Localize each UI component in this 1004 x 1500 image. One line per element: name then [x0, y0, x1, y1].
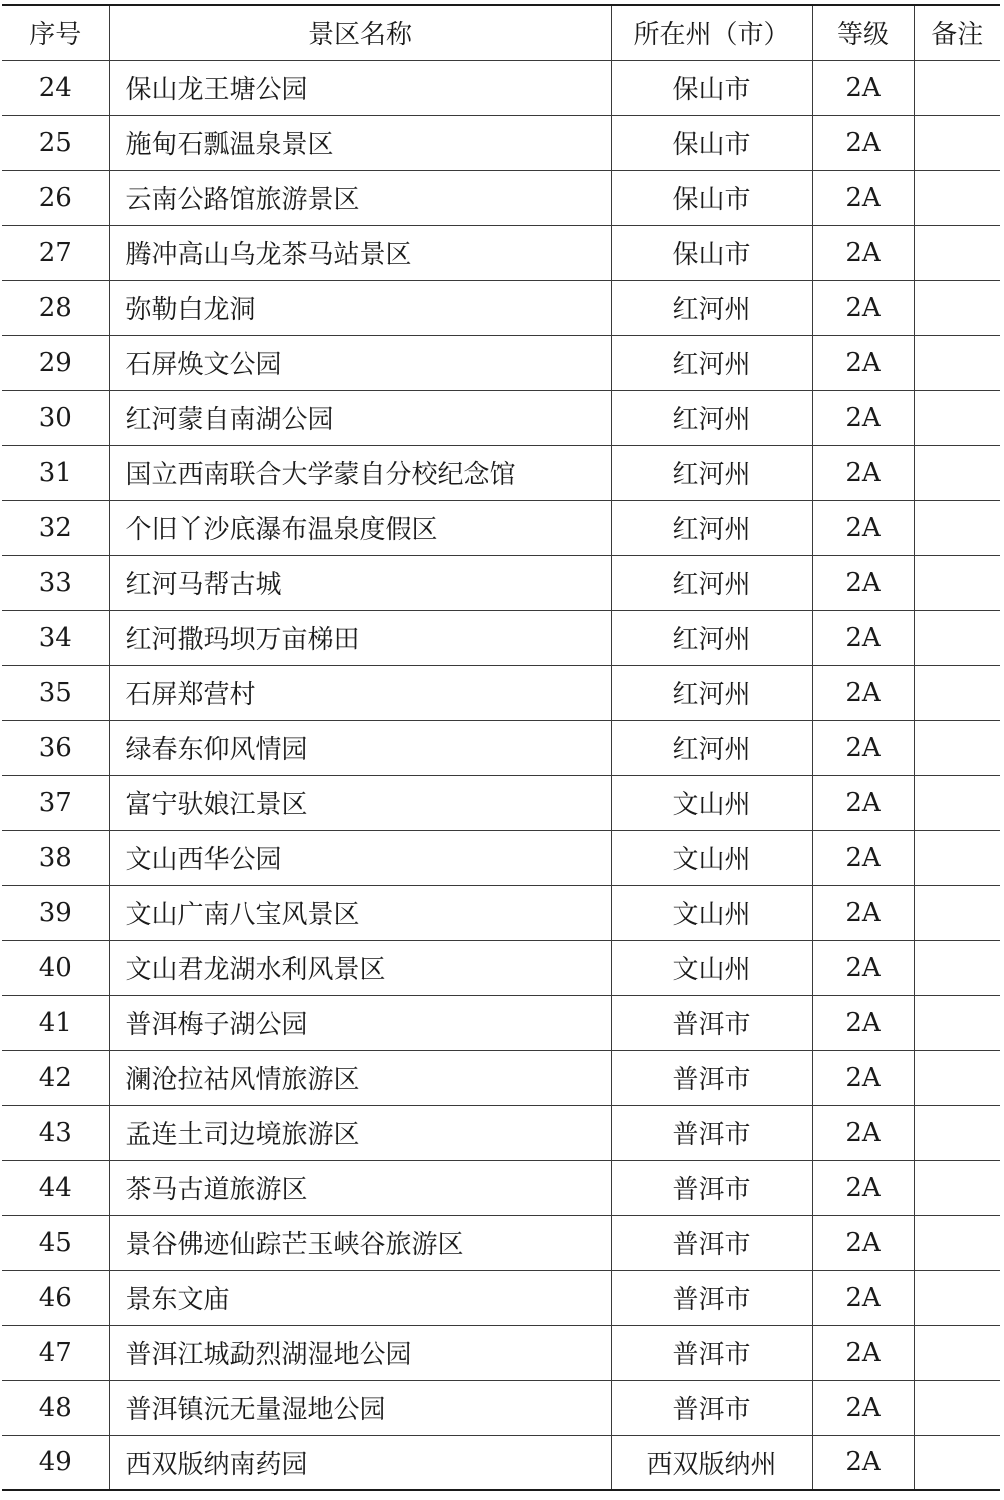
cell-index: 27	[2, 225, 109, 280]
cell-index: 28	[2, 280, 109, 335]
cell-index: 35	[2, 665, 109, 720]
table-row	[2, 225, 1000, 280]
cell-region: 文山州	[611, 940, 812, 995]
cell-grade: 2A	[812, 665, 914, 720]
cell-grade: 2A	[812, 720, 914, 775]
cell-name: 景谷佛迹仙踪芒玉峡谷旅游区	[109, 1215, 611, 1270]
cell-grade: 2A	[812, 335, 914, 390]
cell-region: 普洱市	[611, 1325, 812, 1380]
cell-grade: 2A	[812, 1105, 914, 1160]
header-region: 所在州（市）	[611, 5, 812, 60]
table-row	[2, 1215, 1000, 1270]
table-row	[2, 170, 1000, 225]
table-row	[2, 445, 1000, 500]
cell-index: 24	[2, 60, 109, 115]
cell-index: 39	[2, 885, 109, 940]
table-row	[2, 390, 1000, 445]
cell-region: 红河州	[611, 335, 812, 390]
cell-region: 红河州	[611, 610, 812, 665]
cell-name: 红河蒙自南湖公园	[109, 390, 611, 445]
cell-region: 红河州	[611, 665, 812, 720]
cell-grade: 2A	[812, 60, 914, 115]
cell-region: 文山州	[611, 775, 812, 830]
cell-index: 47	[2, 1325, 109, 1380]
cell-grade: 2A	[812, 280, 914, 335]
table-row	[2, 940, 1000, 995]
cell-remark	[914, 885, 1000, 940]
cell-remark	[914, 555, 1000, 610]
table-row	[2, 665, 1000, 720]
cell-grade: 2A	[812, 1325, 914, 1380]
cell-remark	[914, 60, 1000, 115]
cell-region: 红河州	[611, 500, 812, 555]
cell-name: 孟连土司边境旅游区	[109, 1105, 611, 1160]
cell-region: 西双版纳州	[611, 1435, 812, 1490]
cell-name: 澜沧拉祜风情旅游区	[109, 1050, 611, 1105]
cell-name: 普洱梅子湖公园	[109, 995, 611, 1050]
cell-name: 保山龙王塘公园	[109, 60, 611, 115]
cell-region: 保山市	[611, 170, 812, 225]
table-row	[2, 720, 1000, 775]
table-row	[2, 115, 1000, 170]
cell-remark	[914, 500, 1000, 555]
cell-index: 49	[2, 1435, 109, 1490]
cell-index: 42	[2, 1050, 109, 1105]
cell-name: 国立西南联合大学蒙自分校纪念馆	[109, 445, 611, 500]
table-row	[2, 555, 1000, 610]
cell-remark	[914, 995, 1000, 1050]
table-row	[2, 500, 1000, 555]
header-grade: 等级	[812, 5, 914, 60]
cell-name: 西双版纳南药园	[109, 1435, 611, 1490]
cell-name: 文山君龙湖水利风景区	[109, 940, 611, 995]
cell-region: 普洱市	[611, 995, 812, 1050]
cell-region: 普洱市	[611, 1105, 812, 1160]
cell-index: 30	[2, 390, 109, 445]
cell-region: 保山市	[611, 60, 812, 115]
cell-remark	[914, 720, 1000, 775]
cell-remark	[914, 1380, 1000, 1435]
table-row	[2, 830, 1000, 885]
cell-region: 文山州	[611, 830, 812, 885]
cell-name: 茶马古道旅游区	[109, 1160, 611, 1215]
header-row	[2, 5, 1000, 60]
cell-region: 红河州	[611, 720, 812, 775]
cell-name: 普洱江城勐烈湖湿地公园	[109, 1325, 611, 1380]
table-row	[2, 60, 1000, 115]
cell-grade: 2A	[812, 170, 914, 225]
cell-index: 46	[2, 1270, 109, 1325]
cell-region: 红河州	[611, 390, 812, 445]
table-row	[2, 1380, 1000, 1435]
cell-index: 36	[2, 720, 109, 775]
table-row	[2, 1160, 1000, 1215]
table-row	[2, 335, 1000, 390]
cell-grade: 2A	[812, 830, 914, 885]
cell-region: 红河州	[611, 555, 812, 610]
cell-name: 景东文庙	[109, 1270, 611, 1325]
cell-index: 41	[2, 995, 109, 1050]
table-row	[2, 610, 1000, 665]
cell-name: 红河马帮古城	[109, 555, 611, 610]
cell-remark	[914, 170, 1000, 225]
cell-index: 37	[2, 775, 109, 830]
cell-remark	[914, 1435, 1000, 1490]
cell-index: 43	[2, 1105, 109, 1160]
cell-index: 26	[2, 170, 109, 225]
cell-grade: 2A	[812, 555, 914, 610]
cell-index: 32	[2, 500, 109, 555]
cell-remark	[914, 445, 1000, 500]
cell-index: 29	[2, 335, 109, 390]
table-row	[2, 1325, 1000, 1380]
table-row	[2, 1270, 1000, 1325]
cell-grade: 2A	[812, 940, 914, 995]
cell-grade: 2A	[812, 1435, 914, 1490]
cell-name: 施甸石瓢温泉景区	[109, 115, 611, 170]
cell-name: 富宁驮娘江景区	[109, 775, 611, 830]
table-row	[2, 1050, 1000, 1105]
cell-grade: 2A	[812, 390, 914, 445]
header-name: 景区名称	[109, 5, 611, 60]
cell-index: 45	[2, 1215, 109, 1270]
cell-grade: 2A	[812, 1380, 914, 1435]
cell-remark	[914, 1105, 1000, 1160]
cell-remark	[914, 225, 1000, 280]
cell-index: 33	[2, 555, 109, 610]
table-row	[2, 995, 1000, 1050]
cell-name: 弥勒白龙洞	[109, 280, 611, 335]
cell-index: 48	[2, 1380, 109, 1435]
cell-index: 38	[2, 830, 109, 885]
cell-name: 石屏郑营村	[109, 665, 611, 720]
cell-index: 34	[2, 610, 109, 665]
cell-grade: 2A	[812, 610, 914, 665]
cell-index: 44	[2, 1160, 109, 1215]
cell-region: 红河州	[611, 445, 812, 500]
cell-remark	[914, 335, 1000, 390]
header-remark: 备注	[914, 5, 1000, 60]
cell-remark	[914, 1160, 1000, 1215]
cell-region: 红河州	[611, 280, 812, 335]
cell-grade: 2A	[812, 225, 914, 280]
cell-region: 普洱市	[611, 1050, 812, 1105]
cell-remark	[914, 1050, 1000, 1105]
cell-name: 云南公路馆旅游景区	[109, 170, 611, 225]
cell-grade: 2A	[812, 115, 914, 170]
table-row	[2, 280, 1000, 335]
cell-remark	[914, 115, 1000, 170]
table-row	[2, 1435, 1000, 1490]
cell-grade: 2A	[812, 885, 914, 940]
cell-remark	[914, 665, 1000, 720]
cell-grade: 2A	[812, 500, 914, 555]
cell-region: 保山市	[611, 115, 812, 170]
cell-index: 25	[2, 115, 109, 170]
cell-region: 普洱市	[611, 1380, 812, 1435]
cell-region: 普洱市	[611, 1270, 812, 1325]
cell-index: 40	[2, 940, 109, 995]
table-row	[2, 1105, 1000, 1160]
cell-grade: 2A	[812, 775, 914, 830]
cell-region: 普洱市	[611, 1215, 812, 1270]
cell-remark	[914, 775, 1000, 830]
cell-grade: 2A	[812, 1270, 914, 1325]
cell-name: 个旧丫沙底瀑布温泉度假区	[109, 500, 611, 555]
cell-region: 保山市	[611, 225, 812, 280]
cell-remark	[914, 280, 1000, 335]
cell-name: 绿春东仰风情园	[109, 720, 611, 775]
cell-grade: 2A	[812, 445, 914, 500]
cell-remark	[914, 940, 1000, 995]
cell-remark	[914, 1215, 1000, 1270]
cell-grade: 2A	[812, 1160, 914, 1215]
table-row	[2, 885, 1000, 940]
scenic-area-table	[2, 4, 1000, 1491]
header-index: 序号	[2, 5, 109, 60]
cell-remark	[914, 830, 1000, 885]
cell-region: 普洱市	[611, 1160, 812, 1215]
cell-name: 腾冲高山乌龙茶马站景区	[109, 225, 611, 280]
cell-name: 文山西华公园	[109, 830, 611, 885]
cell-remark	[914, 390, 1000, 445]
cell-index: 31	[2, 445, 109, 500]
cell-name: 普洱镇沅无量湿地公园	[109, 1380, 611, 1435]
cell-grade: 2A	[812, 1215, 914, 1270]
cell-remark	[914, 1270, 1000, 1325]
cell-name: 石屏焕文公园	[109, 335, 611, 390]
cell-name: 红河撒玛坝万亩梯田	[109, 610, 611, 665]
cell-name: 文山广南八宝风景区	[109, 885, 611, 940]
table-row	[2, 775, 1000, 830]
cell-remark	[914, 1325, 1000, 1380]
cell-remark	[914, 610, 1000, 665]
cell-grade: 2A	[812, 995, 914, 1050]
cell-grade: 2A	[812, 1050, 914, 1105]
cell-region: 文山州	[611, 885, 812, 940]
